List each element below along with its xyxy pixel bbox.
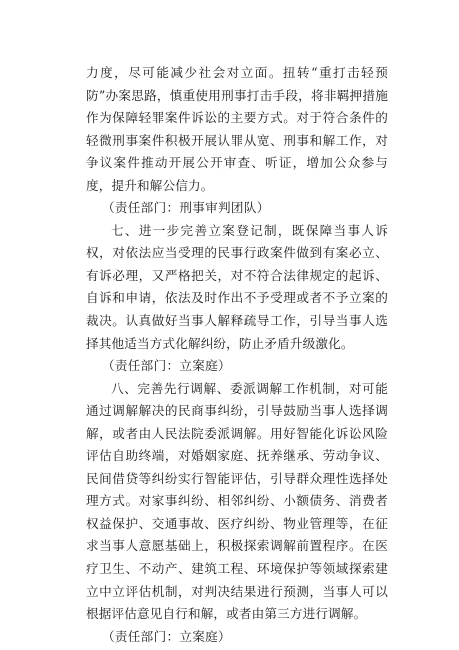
responsibility-note: （责任部门：立案庭） [102, 358, 231, 374]
item-seven-paragraph: 七、进一步完善立案登记制，既保障当事人诉权，对依法应当受理的民事行政案件做到有案必立、有诉必理，又严格把关，对不符合法律规定的起诉、自诉和申请，依法及时作出不予受理或者不予立案的裁决。认真做好当事人解释疏导工作，引导当事人选择其他适当方式化解纠纷，防止矛盾升级激化。 [86, 222, 388, 351]
responsibility-note: （责任部门：刑事审判团队） [102, 200, 270, 216]
document-body [86, 62, 388, 648]
item-eight-paragraph: 八、完善先行调解、委派调解工作机制，对可能通过调解解决的民商事纠纷，引导鼓励当事人选择调解，或者由人民法院委派调解。用好智能化诉讼风险评估自助终端，对婚姻家庭、抚养继承、劳动争议、民间借贷等纠纷实行智能评估，引导群众理性选择处理方式。对家事纠纷、相邻纠纷、小额债务、消费者权益保护、交通事故、医疗纠纷、物业管理等，在征求当事人意愿基础上，积极探索调解前置程序。在医疗卫生、不动产、建筑工程、环境保护等领域探索建立中立评估机制，对判决结果进行预测，当事人可以根据评估意见自行和解，或者由第三方进行调解。 [86, 380, 388, 622]
continuation-paragraph: 力度，尽可能减少社会对立面。扭转“重打击轻预防”办案思路，慎重使用刑事打击手段，将非羁押措施作为保障轻罪案件诉讼的主要方式。对于符合条件的轻微刑事案件积极开展认罪从宽、刑事和解工作，对争议案件推动开展公开审查、听证，增加公众参与度，提升和解公信力。 [86, 65, 388, 193]
responsibility-note: （责任部门：立案庭） [102, 628, 231, 644]
